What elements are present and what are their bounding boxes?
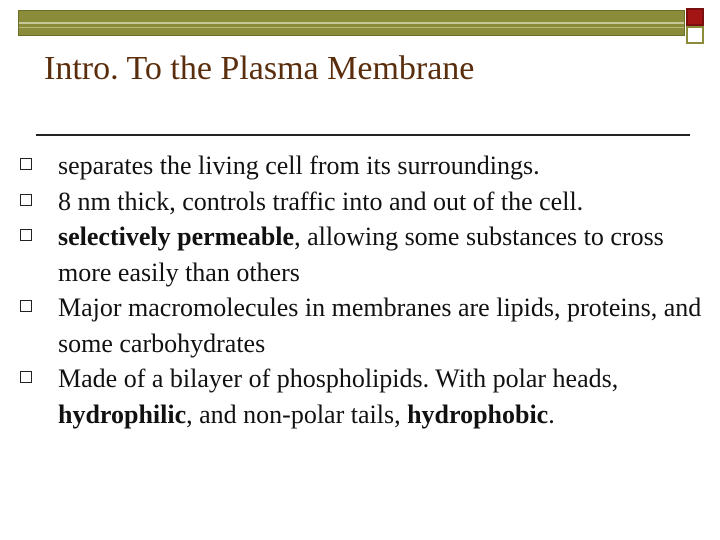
- bullet-item: [20, 361, 710, 432]
- bullet-item: [20, 184, 710, 220]
- bold-term: hydrophobic: [407, 399, 549, 429]
- bullet-item: [20, 290, 710, 361]
- bullet-text: .: [548, 399, 555, 429]
- bullet-text: Made of a bilayer of phospholipids. With polar heads,: [58, 364, 619, 393]
- bullet-item: [20, 148, 710, 184]
- band-stripe: [19, 22, 684, 24]
- title-divider: [36, 134, 690, 136]
- band-stripe-thin: [19, 27, 684, 28]
- bullet-square-icon: [20, 229, 32, 241]
- bullet-square-icon: [20, 158, 32, 170]
- header-band: [18, 10, 685, 36]
- bullet-list: [20, 148, 710, 432]
- bullet-text: , allowing some substances to cross more easily than others: [58, 222, 664, 287]
- corner-square-red-icon: [686, 8, 704, 26]
- bold-term: hydrophilic: [58, 399, 187, 429]
- bullet-text: Major macromolecules in membranes are lipids, proteins, and some carbohydrates: [58, 293, 702, 358]
- corner-square-icon: [686, 26, 704, 44]
- bullet-text: , and non-polar tails,: [186, 399, 408, 429]
- bullet-text: separates the living cell from its surroundings.: [58, 151, 540, 180]
- bold-term: selectively permeable: [58, 222, 295, 251]
- bullet-item: [20, 219, 710, 290]
- bullet-square-icon: [20, 194, 32, 206]
- bullet-text: 8 nm thick, controls traffic into and out of the cell.: [58, 186, 584, 216]
- bullet-square-icon: [20, 371, 32, 383]
- slide-title: Intro. To the Plasma Membrane: [44, 50, 475, 87]
- bullet-square-icon: [20, 300, 32, 312]
